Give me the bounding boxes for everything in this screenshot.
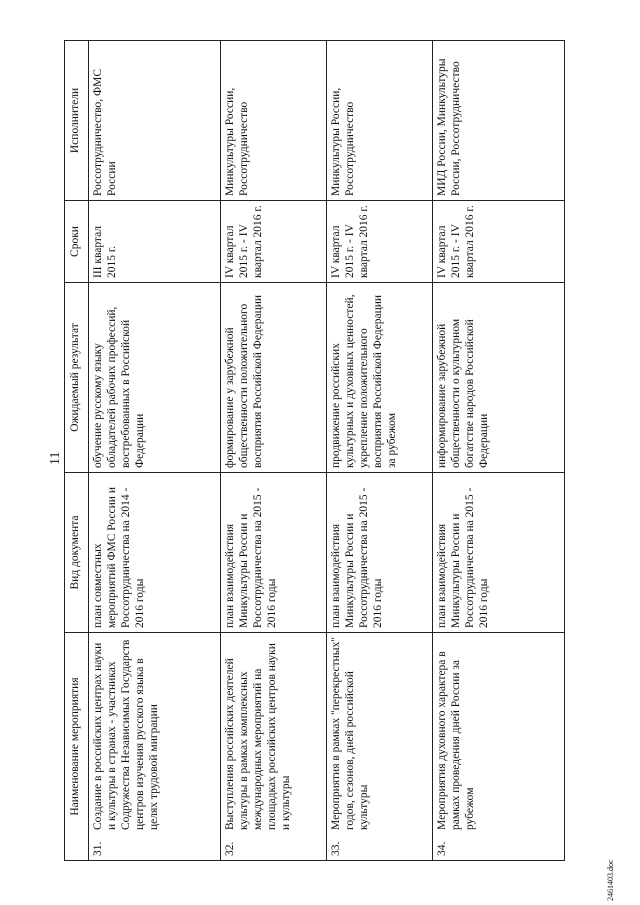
measure-name: Мероприятия в рамках "перекрестных" годов, сезонов, дней российской культуры: [330, 637, 371, 830]
cell-term: III квартал 2015 г.: [89, 201, 221, 283]
row-number: 33.: [330, 841, 342, 856]
table-row: [221, 41, 327, 861]
measure-name: Создание в российских центрах науки и культуры в странах - участниках Содружества Независимых Государств центров изучения русского языка в целях трудовой миграции: [92, 639, 161, 830]
page-number: 11: [48, 451, 63, 465]
measure-name: Выступления российских деятелей культуры в рамках комплексных международных мероприятий на площадках российских центров науки и культуры: [224, 643, 293, 830]
header-result: Ожидаемый результат: [65, 283, 89, 473]
cell-exec: Россотрудничество, ФМС России: [89, 41, 221, 201]
document-id: 2461403.doc: [606, 859, 615, 901]
header-exec: Исполнители: [65, 41, 89, 201]
table-row: [433, 41, 565, 861]
cell-name: [89, 633, 221, 861]
row-number: 32.: [224, 841, 236, 856]
row-number: 34.: [436, 841, 448, 856]
cell-result: формирование у зарубежной общественности положительного восприятия Российской Федерации: [221, 283, 327, 473]
table-row: [89, 41, 221, 861]
cell-name: [433, 633, 565, 861]
cell-kind: план взаимодействия Минкультуры России и Россотрудничества на 2015 - 2016 годы: [221, 473, 327, 633]
cell-exec: Минкультуры России, Россотрудничество: [327, 41, 433, 201]
header-name: Наименование мероприятия: [65, 633, 89, 861]
cell-result: продвижение российских культурных и духовных ценностей, укрепление положительного восприятия Российской Федерации за рубежом: [327, 283, 433, 473]
cell-exec: Минкультуры России, Россотрудничество: [221, 41, 327, 201]
cell-kind: план взаимодействия Минкультуры России и Россотрудничества на 2015 - 2016 годы: [327, 473, 433, 633]
table-header-row: [65, 41, 89, 861]
cell-name: [221, 633, 327, 861]
row-number: 31.: [92, 841, 104, 856]
table-row: [327, 41, 433, 861]
cell-term: IV квартал 2015 г. - IV квартал 2016 г.: [221, 201, 327, 283]
cell-kind: план совместных мероприятий ФМС России и Россотрудничества на 2014 - 2016 годы: [89, 473, 221, 633]
cell-exec: МИД России, Минкультуры России, Россотрудничество: [433, 41, 565, 201]
cell-kind: план взаимодействия Минкультуры России и Россотрудничества на 2015 - 2016 годы: [433, 473, 565, 633]
cell-result: обучение русскому языку обладателей рабочих профессий, востребованных в Российской Федерации: [89, 283, 221, 473]
cell-term: IV квартал 2015 г. - IV квартал 2016 г.: [433, 201, 565, 283]
cell-term: IV квартал 2015 г. - IV квартал 2016 г.: [327, 201, 433, 283]
header-term: Сроки: [65, 201, 89, 283]
measures-table: [64, 40, 565, 861]
measure-name: Мероприятия духовного характера в рамках проведения дней России за рубежом: [436, 651, 477, 830]
cell-name: [327, 633, 433, 861]
header-kind: Вид документа: [65, 473, 89, 633]
cell-result: информирование зарубежной общественности о культурном богатстве народов Российской Федерации: [433, 283, 565, 473]
